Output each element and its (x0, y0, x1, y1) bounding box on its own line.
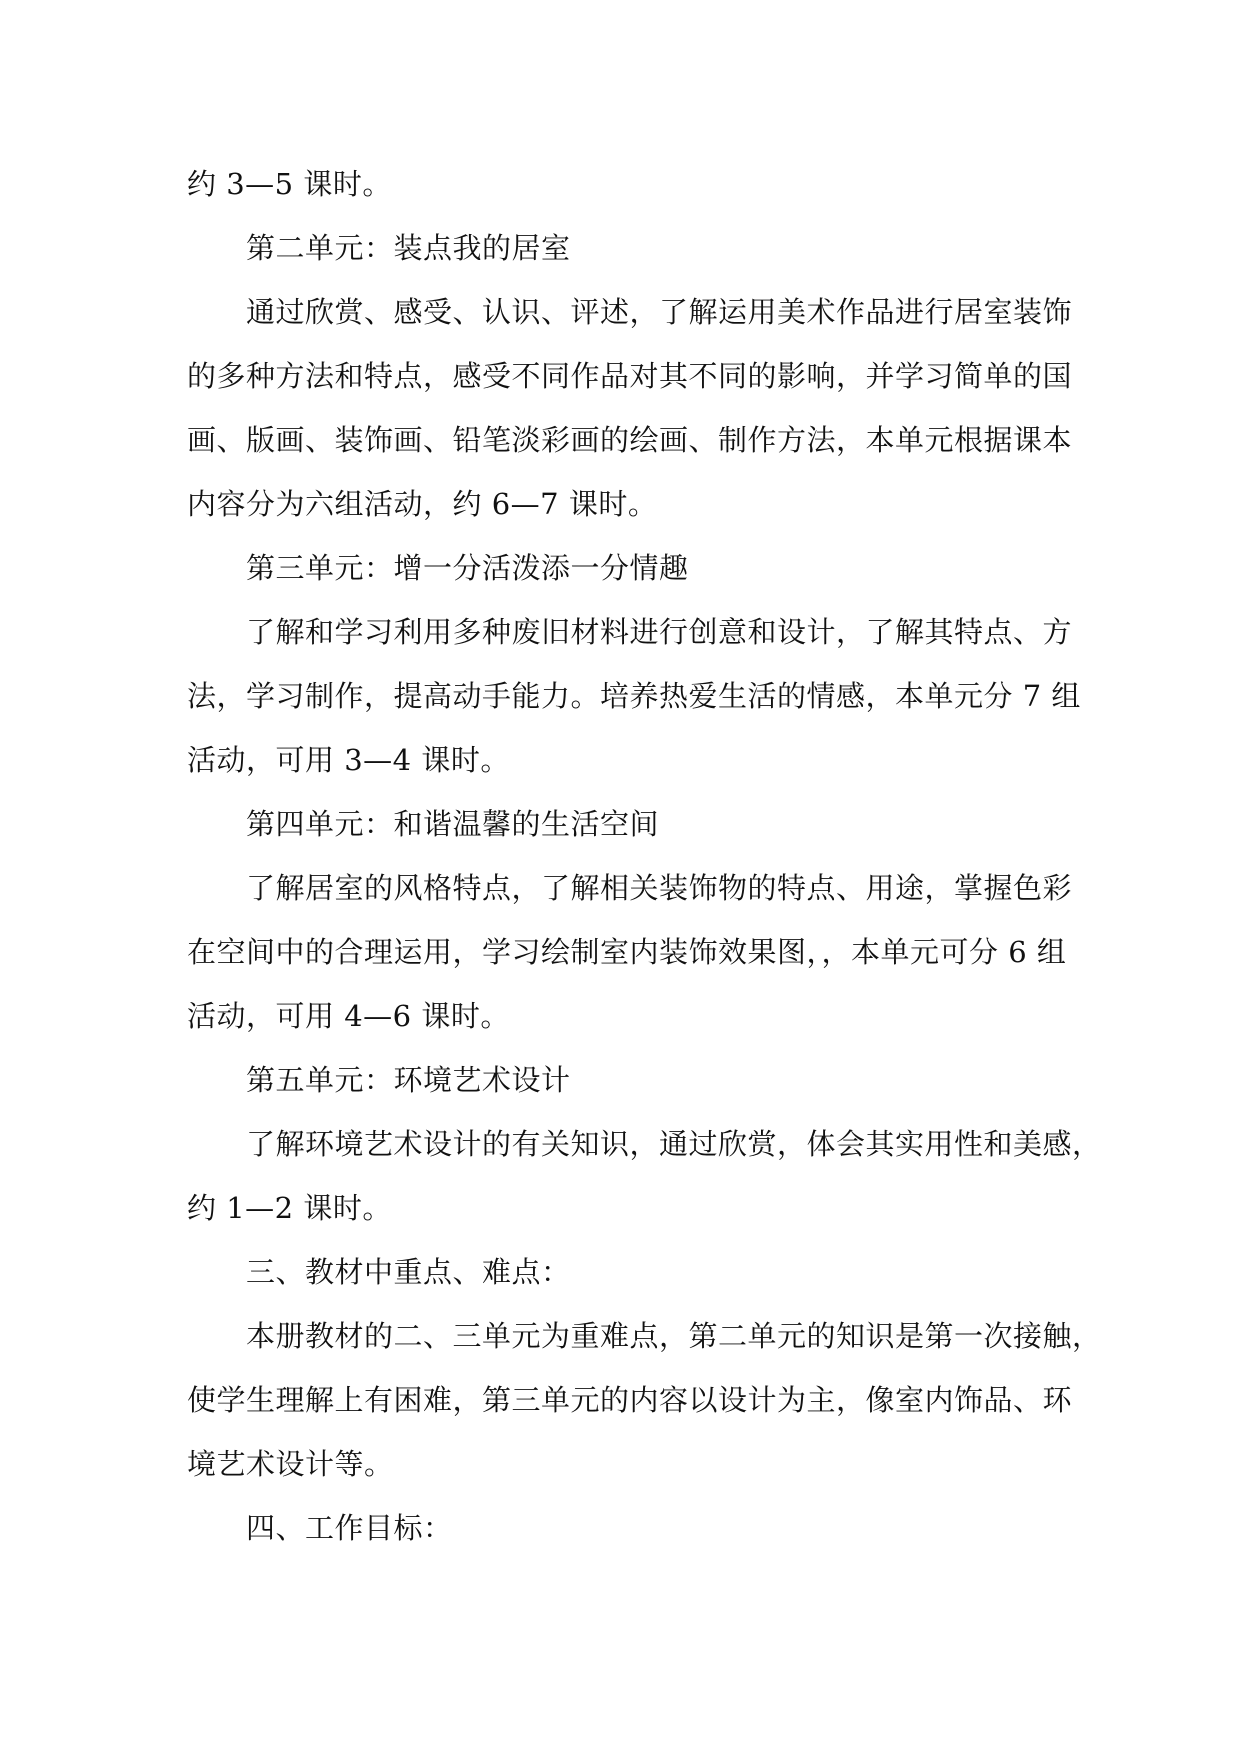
body-text-line: 了解居室的风格特点，了解相关装饰物的特点、用途，掌握色彩 (246, 871, 1073, 905)
unit-heading: 第二单元：装点我的居室 (246, 231, 571, 265)
unit-heading: 第三单元：增一分活泼添一分情趣 (246, 551, 689, 585)
body-text-line: 了解和学习利用多种废旧材料进行创意和设计，了解其特点、方 (246, 615, 1073, 649)
body-text-line: 活动，可用 4—6 课时。 (187, 999, 510, 1033)
unit-heading: 第四单元：和谐温馨的生活空间 (246, 807, 660, 841)
body-text-line: 境艺术设计等。 (187, 1447, 394, 1481)
body-text-line: 约 3—5 课时。 (187, 167, 392, 201)
body-text-line: 约 1—2 课时。 (187, 1191, 392, 1225)
body-text-line: 通过欣赏、感受、认识、评述，了解运用美术作品进行居室装饰 (246, 295, 1073, 329)
unit-heading: 第五单元：环境艺术设计 (246, 1063, 571, 1097)
body-text-line: 画、版画、装饰画、铅笔淡彩画的绘画、制作方法，本单元根据课本 (187, 423, 1073, 457)
body-text-line: 内容分为六组活动，约 6—7 课时。 (187, 487, 658, 521)
section-heading: 四、工作目标： (246, 1511, 453, 1545)
body-text-line: 活动，可用 3—4 课时。 (187, 743, 510, 777)
body-text-line: 的多种方法和特点，感受不同作品对其不同的影响，并学习简单的国 (187, 359, 1073, 393)
body-text-line: 本册教材的二、三单元为重难点，第二单元的知识是第一次接触， (246, 1319, 1102, 1353)
body-text-line: 了解环境艺术设计的有关知识，通过欣赏，体会其实用性和美感， (246, 1127, 1102, 1161)
body-text-line: 法，学习制作，提高动手能力。培养热爱生活的情感，本单元分 7 组 (187, 679, 1081, 713)
body-text-line: 在空间中的合理运用，学习绘制室内装饰效果图，，本单元可分 6 组 (187, 935, 1067, 969)
body-text-line: 使学生理解上有困难，第三单元的内容以设计为主，像室内饰品、环 (187, 1383, 1073, 1417)
section-heading: 三、教材中重点、难点： (246, 1255, 571, 1289)
